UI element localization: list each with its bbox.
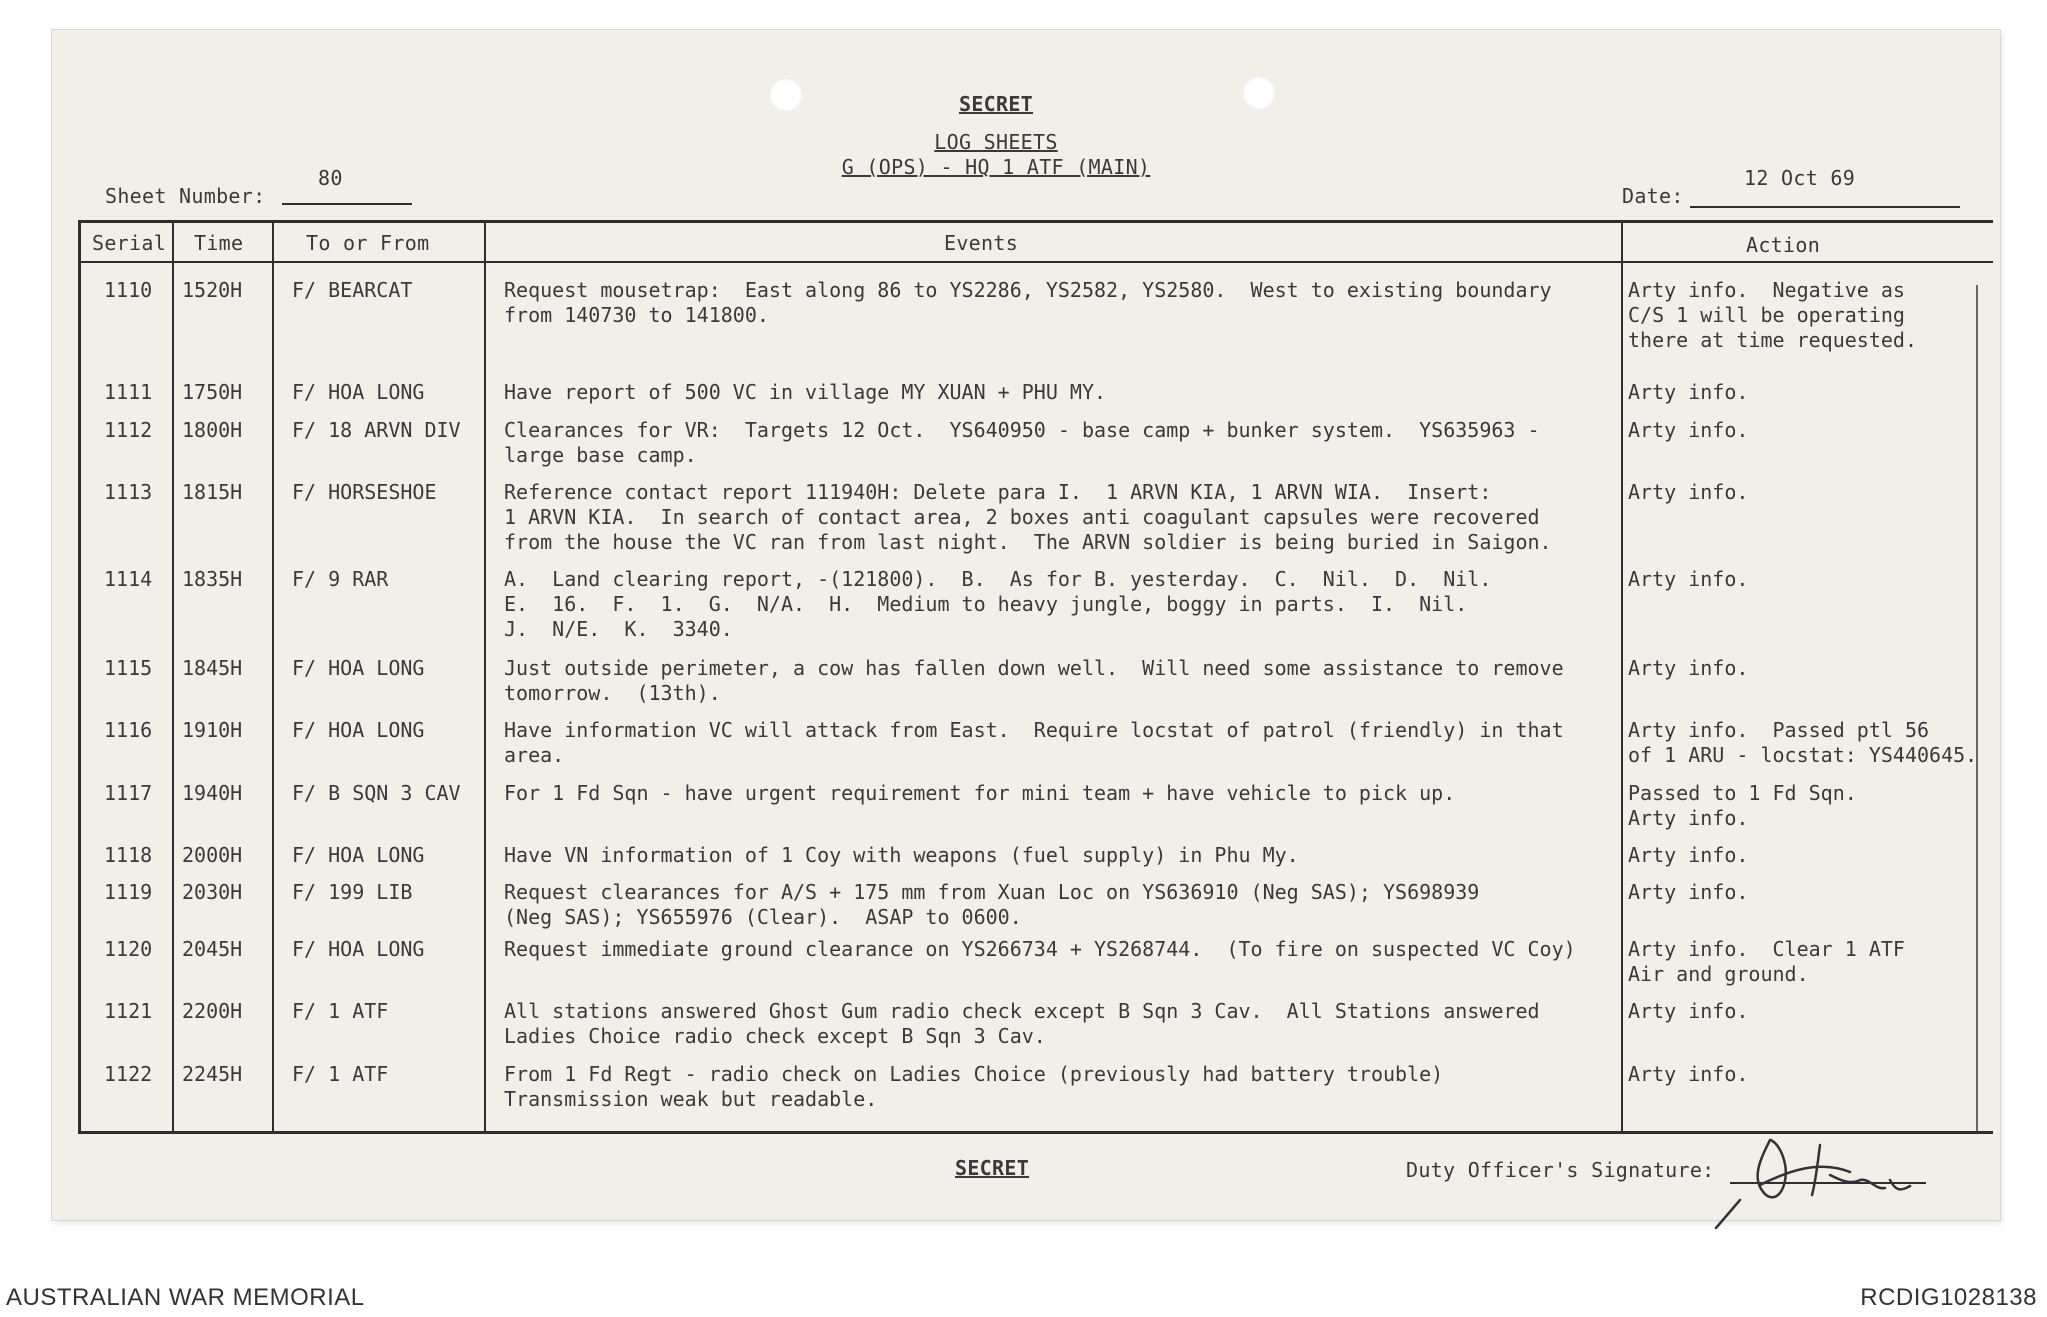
row-time: 1520H	[182, 278, 243, 302]
archive-id-label: RCDIG1028138	[1860, 1284, 2037, 1311]
date-value: 12 Oct 69	[1744, 166, 1856, 190]
row-serial: 1118	[104, 843, 153, 867]
row-time: 1815H	[182, 480, 243, 504]
column-header-serial: Serial	[92, 231, 167, 255]
signature-label: Duty Officer's Signature:	[1406, 1158, 1715, 1182]
row-serial: 1114	[104, 567, 153, 591]
sheet-number-label: Sheet Number:	[105, 184, 266, 208]
row-serial: 1110	[104, 278, 153, 302]
column-header-from: To or From	[306, 231, 430, 255]
row-from: F/ 1 ATF	[292, 1062, 389, 1086]
row-time: 2245H	[182, 1062, 243, 1086]
row-time: 2200H	[182, 999, 243, 1023]
row-events: Clearances for VR: Targets 12 Oct. YS640950 - base camp + bunker system. YS635963 - large base camp.	[504, 418, 1540, 467]
row-from: F/ 18 ARVN DIV	[292, 418, 461, 442]
row-from: F/ HOA LONG	[292, 656, 425, 680]
col-divider	[484, 220, 486, 1134]
header-divider	[78, 261, 1993, 263]
row-action: Arty info.	[1628, 567, 1749, 591]
row-action: Arty info.	[1628, 1062, 1749, 1086]
row-serial: 1120	[104, 937, 153, 961]
row-events: For 1 Fd Sqn - have urgent requirement for mini team + have vehicle to pick up.	[504, 781, 1456, 805]
title-line-2: G (OPS) - HQ 1 ATF (MAIN)	[841, 155, 1151, 179]
row-time: 1800H	[182, 418, 243, 442]
row-events: Have VN information of 1 Coy with weapons (fuel supply) in Phu My.	[504, 843, 1299, 867]
row-action: Arty info.	[1628, 843, 1749, 867]
row-from: F/ 199 LIB	[292, 880, 413, 904]
row-from: F/ 1 ATF	[292, 999, 389, 1023]
row-events: Have report of 500 VC in village MY XUAN + PHU MY.	[504, 380, 1107, 404]
row-events: Request mousetrap: East along 86 to YS2286, YS2582, YS2580. West to existing boundary from 140730 to 141800.	[504, 278, 1552, 327]
archive-source-label: AUSTRALIAN WAR MEMORIAL	[6, 1284, 365, 1311]
row-action: Arty info.	[1628, 480, 1749, 504]
punch-hole	[769, 78, 803, 112]
row-from: F/ HORSESHOE	[292, 480, 437, 504]
row-events: From 1 Fd Regt - radio check on Ladies Choice (previously had battery trouble) Transmission weak but readable.	[504, 1062, 1444, 1111]
classification-bottom: SECRET	[955, 1156, 1030, 1180]
row-from: F/ BEARCAT	[292, 278, 413, 302]
row-events: Request immediate ground clearance on YS266734 + YS268744. (To fire on suspected VC Coy)	[504, 937, 1576, 961]
row-time: 1750H	[182, 380, 243, 404]
row-events: Request clearances for A/S + 175 mm from Xuan Loc on YS636910 (Neg SAS); YS698939 (Neg SAS); YS655976 (Clear). ASAP to 0600.	[504, 880, 1480, 929]
row-from: F/ HOA LONG	[292, 380, 425, 404]
row-action: Arty info. Negative as C/S 1 will be operating there at time requested.	[1628, 278, 1917, 352]
row-time: 1845H	[182, 656, 243, 680]
date-underline	[1690, 206, 1960, 208]
row-action: Arty info.	[1628, 418, 1749, 442]
row-time: 1835H	[182, 567, 243, 591]
row-time: 1940H	[182, 781, 243, 805]
row-from: F/ HOA LONG	[292, 718, 425, 742]
row-serial: 1113	[104, 480, 153, 504]
row-action: Arty info.	[1628, 380, 1749, 404]
table-top-border	[78, 220, 1993, 223]
row-serial: 1112	[104, 418, 153, 442]
column-header-action: Action	[1746, 233, 1821, 257]
row-serial: 1122	[104, 1062, 153, 1086]
row-action: Arty info. Passed ptl 56 of 1 ARU - locstat: YS440645.	[1628, 718, 1978, 767]
row-serial: 1121	[104, 999, 153, 1023]
row-time: 2000H	[182, 843, 243, 867]
row-time: 2045H	[182, 937, 243, 961]
row-events: A. Land clearing report, -(121800). B. As for B. yesterday. C. Nil. D. Nil. E. 16. F. 1. G. N/A. H. Medium to heavy jungle, boggy in parts. I. Nil. J. N/E. K. 3340.	[504, 567, 1492, 641]
date-label: Date:	[1622, 184, 1684, 208]
row-time: 2030H	[182, 880, 243, 904]
punch-hole	[1242, 76, 1276, 110]
row-action: Arty info. Clear 1 ATF Air and ground.	[1628, 937, 1905, 986]
row-action: Arty info.	[1628, 880, 1749, 904]
row-from: F/ HOA LONG	[292, 937, 425, 961]
row-time: 1910H	[182, 718, 243, 742]
row-serial: 1116	[104, 718, 153, 742]
row-serial: 1119	[104, 880, 153, 904]
table-left-border	[78, 220, 81, 1134]
row-serial: 1115	[104, 656, 153, 680]
row-events: Reference contact report 111940H: Delete para I. 1 ARVN KIA, 1 ARVN WIA. Insert: 1 ARVN KIA. In search of contact area, 2 boxes anti coagulant capsules were recovered from the house the VC ran from last night. The ARVN soldier is being buried in Saigon.	[504, 480, 1552, 554]
row-events: Just outside perimeter, a cow has fallen down well. Will need some assistance to remove tomorrow. (13th).	[504, 656, 1564, 705]
handwritten-signature	[1700, 1100, 1940, 1230]
row-events: All stations answered Ghost Gum radio check except B Sqn 3 Cav. All Stations answered Ladies Choice radio check except B Sqn 3 Cav.	[504, 999, 1540, 1048]
classification-top: SECRET	[958, 92, 1034, 116]
row-from: F/ B SQN 3 CAV	[292, 781, 461, 805]
row-from: F/ 9 RAR	[292, 567, 389, 591]
row-action: Passed to 1 Fd Sqn. Arty info.	[1628, 781, 1857, 830]
sheet-number-value: 80	[318, 166, 343, 190]
row-serial: 1111	[104, 380, 153, 404]
row-events: Have information VC will attack from East. Require locstat of patrol (friendly) in that area.	[504, 718, 1564, 767]
col-divider	[272, 220, 274, 1134]
row-serial: 1117	[104, 781, 153, 805]
title-line-1: LOG SHEETS	[934, 130, 1058, 154]
row-action: Arty info.	[1628, 656, 1749, 680]
column-header-time: Time	[194, 231, 244, 255]
row-from: F/ HOA LONG	[292, 843, 425, 867]
column-header-events: Events	[944, 231, 1019, 255]
sheet-number-underline	[282, 203, 412, 205]
row-action: Arty info.	[1628, 999, 1749, 1023]
